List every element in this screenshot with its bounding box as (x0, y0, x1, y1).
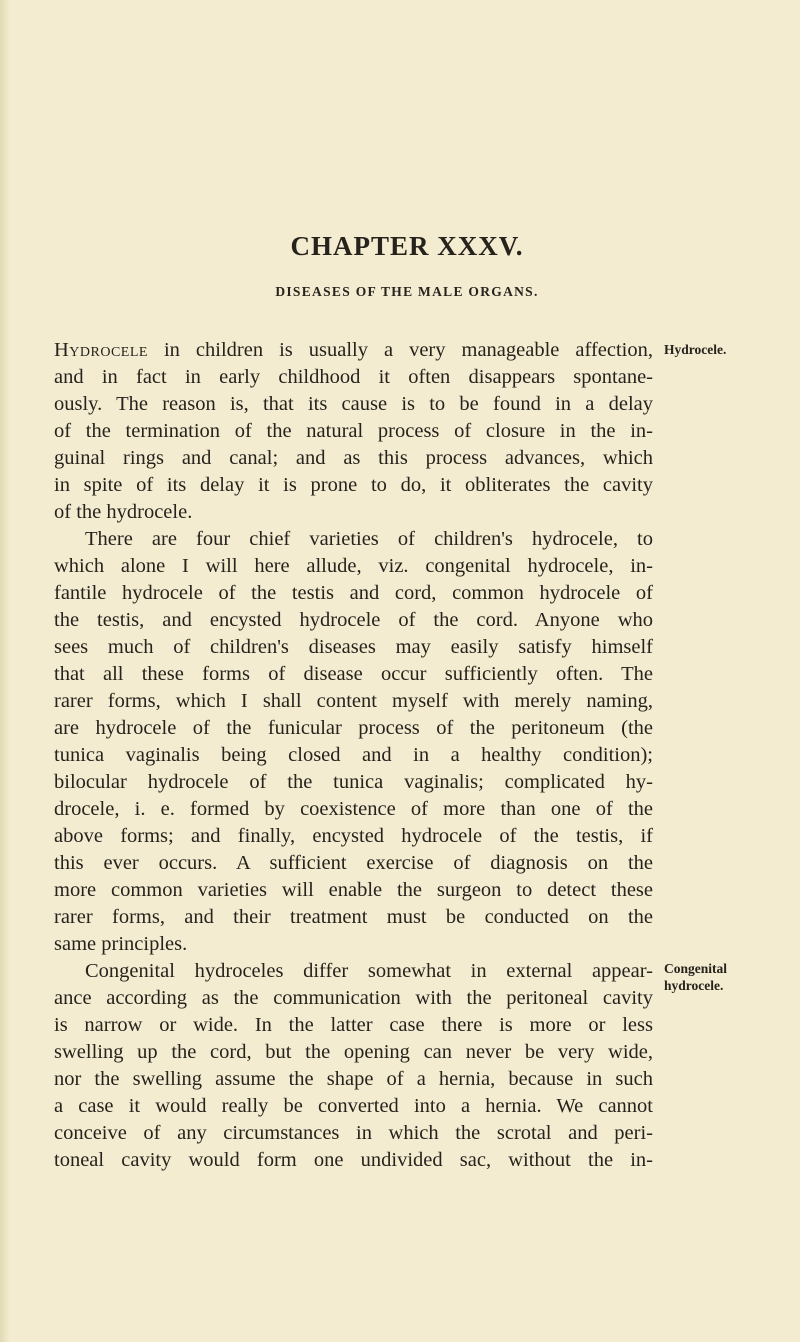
text-line: There are four chief varieties of children's hydrocele, to (85, 528, 653, 550)
text-line: rarer forms, which I shall content myself with merely naming, (54, 690, 653, 712)
text-line: this ever occurs. A sufficient exercise of diagnosis on the (54, 852, 653, 874)
text-line: conceive of any circumstances in which the scrotal and peri- (54, 1122, 653, 1144)
text-line: in spite of its delay it is prone to do, it obliterates the cavity (54, 474, 653, 496)
section-title: DISEASES OF THE MALE ORGANS. (275, 284, 539, 299)
text-line: same principles. (54, 933, 188, 955)
text-line: sees much of children's diseases may easily satisfy himself (54, 636, 653, 658)
text-line: drocele, i. e. formed by coexistence of more than one of the (54, 798, 653, 820)
text-line: swelling up the cord, but the opening can never be very wide, (54, 1041, 653, 1063)
text-line: more common varieties will enable the surgeon to detect these (54, 879, 653, 901)
text-line: are hydrocele of the funicular process of the peritoneum (the (54, 717, 653, 739)
text-line: toneal cavity would form one undivided sac, without the in- (54, 1149, 653, 1171)
text-line: of the hydrocele. (54, 501, 193, 523)
text-line: ance according as the communication with the peritoneal cavity (54, 987, 653, 1009)
text-line: guinal rings and canal; and as this process advances, which (54, 447, 653, 469)
text-line: fantile hydrocele of the testis and cord, common hydrocele of (54, 582, 653, 604)
text-line: tunica vaginalis being closed and in a healthy condition); (54, 744, 653, 766)
chapter-title: CHAPTER XXXV. (290, 231, 524, 261)
text-line: nor the swelling assume the shape of a hernia, because in such (54, 1068, 653, 1090)
margin-note-congenital-hydrocele: Congenital hydrocele. (664, 961, 728, 993)
text-line: the testis, and encysted hydrocele of the cord. Anyone who (54, 609, 653, 631)
text-line: of the termination of the natural process of closure in the in- (54, 420, 653, 442)
text-line: Congenital hydroceles differ somewhat in external appear- (85, 960, 653, 982)
lead-word: Hydrocele (54, 339, 148, 361)
text-line: bilocular hydrocele of the tunica vaginalis; complicated hy- (54, 771, 653, 793)
text-line: which alone I will here allude, viz. congenital hydrocele, in- (54, 555, 653, 577)
text-line: is narrow or wide. In the latter case there is more or less (54, 1014, 653, 1036)
page-edge-shadow (0, 0, 10, 1342)
text-line: Hydrocele in children is usually a very manageable affection, (54, 339, 653, 361)
text-line: that all these forms of disease occur sufficiently often. The (54, 663, 653, 685)
text-line: ously. The reason is, that its cause is to be found in a delay (54, 393, 653, 415)
text-line: above forms; and finally, encysted hydrocele of the testis, if (54, 825, 653, 847)
text-line: a case it would really be converted into a hernia. We cannot (54, 1095, 653, 1117)
margin-note-hydrocele: Hydrocele. (664, 342, 727, 357)
text-line: and in fact in early childhood it often disappears spontane- (54, 366, 653, 388)
text-line: rarer forms, and their treatment must be conducted on the (54, 906, 653, 928)
